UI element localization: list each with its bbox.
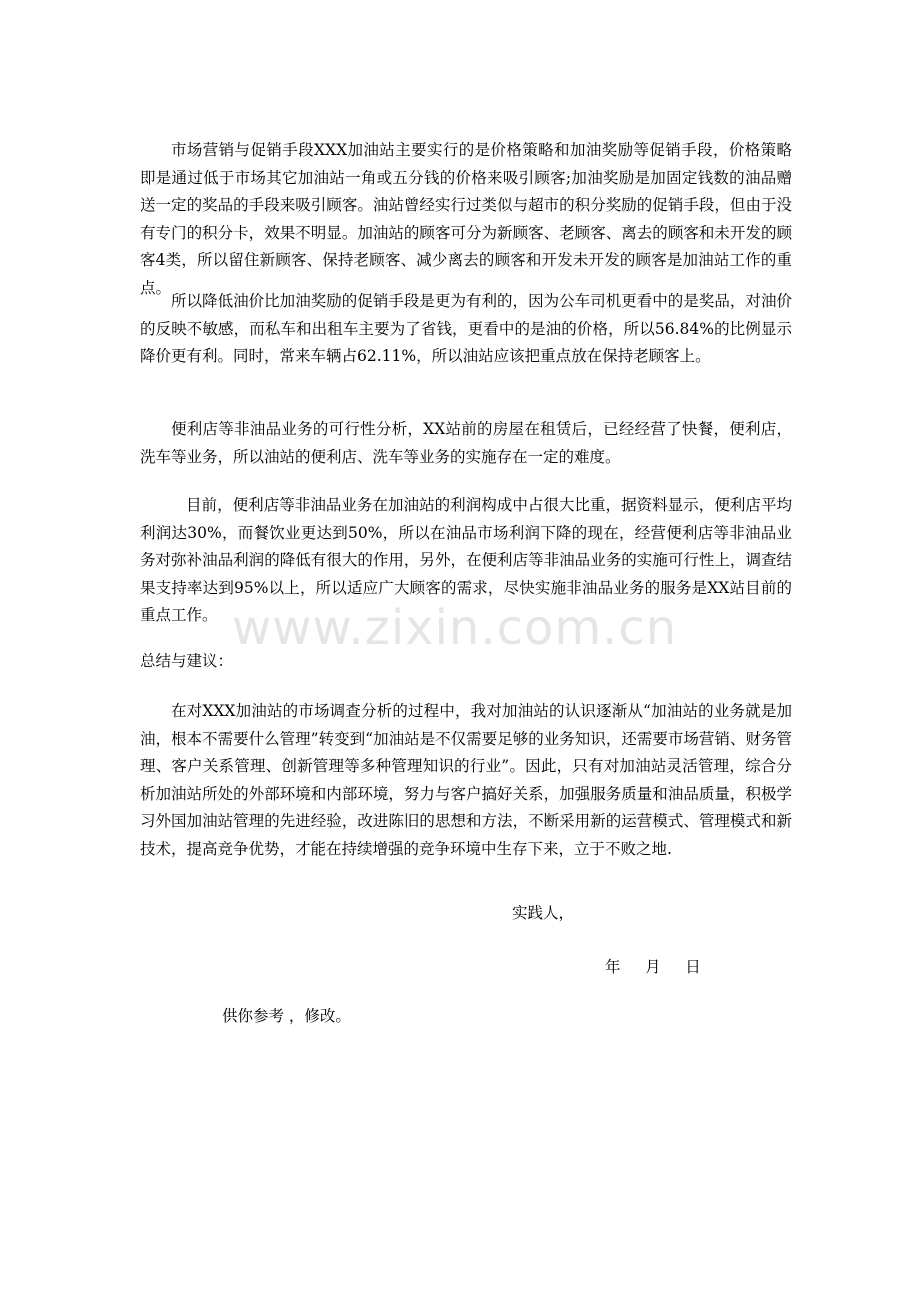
signature-line: 实践人， bbox=[512, 904, 575, 922]
paragraph-feasibility: 便利店等非油品业务的可行性分析，XX站前的房屋在租赁后，已经经营了快餐，便利店，洗车等业务，所以油站的便利店、洗车等业务的实施存在一定的难度。 bbox=[140, 420, 792, 466]
section-heading: 总结与建议： bbox=[140, 652, 234, 670]
reference-note: 供你参考 ，修改。 bbox=[222, 1007, 351, 1025]
paragraph-profit: 目前，便利店等非油品业务在加油站的利润构成中占很大比重，据资料显示，便利店平均利润达30%，而餐饮业更达到50%，所以在油品市场利润下降的现在，经营便利店等非油品业务对弥补油品利润的降低有很大的作用，另外，在便利店等非油品业务的实施可行性上，调查结果支持率达到95%以上，所以适应广大顾客的需求，尽快实施非油品业务的服务是XX站目前的重点工作。 bbox=[140, 496, 792, 624]
date-line: 年 月 日 bbox=[605, 958, 701, 976]
watermark: www.zixin.com.cn bbox=[232, 600, 678, 656]
paragraph-marketing: 市场营销与促销手段XXX加油站主要实行的是价格策略和加油奖励等促销手段，价格策略即是通过低于市场其它加油站一角或五分钱的价格来吸引顾客;加油奖励是加固定钱数的油品赠送一定的奖品的手段来吸引顾客。油站曾经实行过类似与超市的积分奖励的促销手段，但由于没有专门的积分卡，效果不明显。加油站的顾客可分为新顾客、老顾客、离去的顾客和未开发的顾客4类，所以留住新顾客、保持老顾客、减少离去的顾客和开发未开发的顾客是加油站工作的重点。 bbox=[140, 141, 792, 297]
paragraph-price-analysis: 所以降低油价比加油奖励的促销手段是更为有利的，因为公车司机更看中的是奖品，对油价的反映不敏感，而私车和出租车主要为了省钱，更看中的是油的价格，所以56.84%的比例显示降价更有利。同时，常来车辆占62.11%，所以油站应该把重点放在保持老顾客上。 bbox=[140, 292, 792, 365]
paragraph-conclusion: 在对XXX加油站的市场调查分析的过程中，我对加油站的认识逐渐从“加油站的业务就是加油，根本不需要什么管理”转变到“加油站是不仅需要足够的业务知识，还需要市场营销、财务管理、客户关系管理、创新管理等多种管理知识的行业”。因此，只有对加油站灵活管理，综合分析加油站所处的外部环境和内部环境，努力与客户搞好关系，加强服务质量和油品质量，积极学习外国加油站管理的先进经验，改进陈旧的思想和方法，不断采用新的运营模式、管理模式和新技术，提高竞争优势，才能在持续增强的竞争环境中生存下来，立于不败之地. bbox=[140, 702, 792, 858]
